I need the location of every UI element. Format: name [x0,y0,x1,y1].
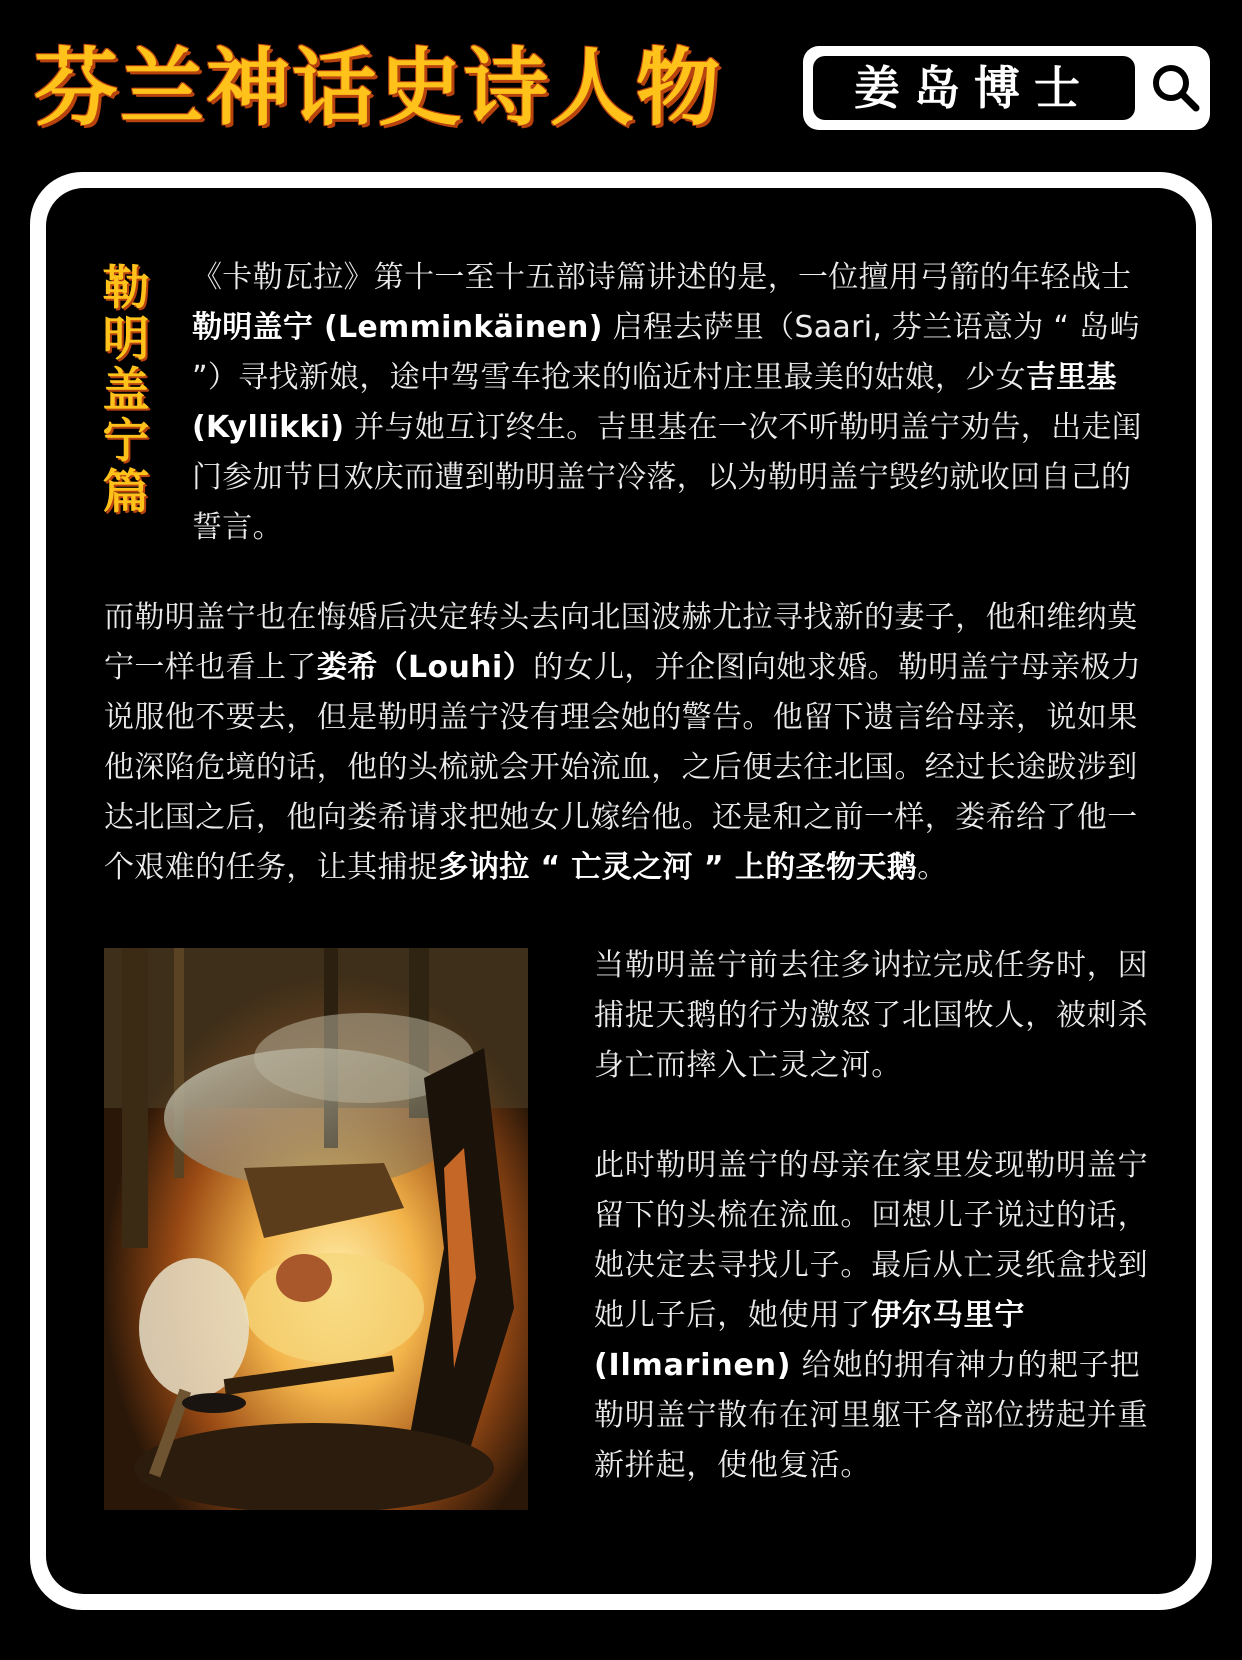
bold-term: 多讷拉 “ 亡灵之河 ” 上的圣物天鹅 [438,850,918,885]
search-icon[interactable] [1148,60,1204,116]
revival-paragraph [594,1141,1150,1491]
text-run: 启程去萨里（Saari, 芬兰语意为 “ 岛屿 ”）寻找新娘，途中驾雪车抢来的临近村庄里最美的姑娘，少女 [192,310,1140,395]
story-paragraph [104,593,1150,893]
text-run: 《卡勒瓦拉》第十一至十五部诗篇讲述的是，一位擅用弓箭的年轻战士 [192,260,1132,295]
page-title: 芬兰神话史诗人物 [34,39,723,137]
section-title-char: 勒 [102,261,150,316]
search-label: 姜岛博士 [813,56,1135,120]
section-title-char: 宁 [102,414,150,469]
bold-term: 伊尔马里宁 (Ilmarinen) [594,1298,1026,1383]
text-run: 并与她互订终生。吉里基在一次不听勒明盖宁劝告，出走闺门参加节日欢庆而遭到勒明盖宁冷落，以为勒明盖宁毁约就收回自己的誓言。 [192,410,1142,545]
section-title-char: 盖 [102,363,150,418]
painting-illustration [104,948,528,1510]
text-run: 此时勒明盖宁的母亲在家里发现勒明盖宁留下的头梳在流血。回想儿子说过的话，她决定去寻找儿子。最后从亡灵纸盒找到她儿子后，她使用了 [594,1148,1149,1333]
text-run: 给她的拥有神力的耙子把勒明盖宁散布在河里躯干各部位捞起并重新拼起，使他复活。 [594,1348,1149,1483]
painting-image [104,948,528,1510]
text-run: 当勒明盖宁前去往多讷拉完成任务时，因捕捉天鹅的行为激怒了北国牧人，被刺杀身亡而摔入亡灵之河。 [594,948,1149,1083]
text-run: 。 [917,850,948,885]
bold-term: 吉里基 (Kyllikki) [192,360,1117,445]
section-title-char: 明 [102,312,150,367]
intro-paragraph [192,253,1150,553]
death-paragraph [594,941,1150,1091]
bold-term: 娄希（Louhi） [316,650,534,685]
section-title [96,263,156,518]
text-run: 而勒明盖宁也在悔婚后决定转头去向北国波赫尤拉寻找新的妻子，他和维纳莫宁一样也看上了 [104,600,1138,685]
section-title-char: 篇 [102,465,150,520]
text-run: 的女儿，并企图向她求婚。勒明盖宁母亲极力说服他不要去，但是勒明盖宁没有理会她的警告。他留下遗言给母亲，说如果他深陷危境的话，他的头梳就会开始流血，之后便去往北国。经过长途跋涉到达北国之后，他向娄希请求把她女儿嫁给他。还是和之前一样，娄希给了他一个艰难的任务，让其捕捉 [104,650,1142,885]
bold-term: 勒明盖宁 (Lemminkäinen) [192,310,603,345]
search-bar[interactable] [803,46,1210,130]
